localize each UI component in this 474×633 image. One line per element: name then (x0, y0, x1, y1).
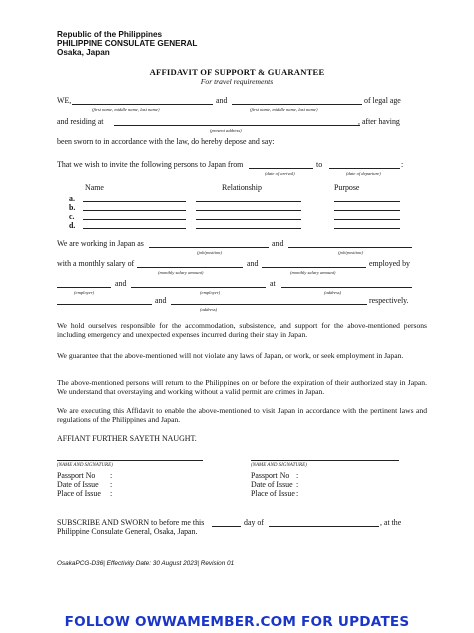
place-issue-label-right: Place of Issue (251, 489, 295, 498)
and-label: and (216, 96, 228, 105)
working-and-label: and (272, 239, 284, 248)
sworn-statement: been sworn to in accordance with the law, do hereby depose and say: (57, 137, 275, 146)
row-label-d: d. (69, 221, 76, 230)
row-b-name-line[interactable] (83, 210, 186, 211)
place-issue-colon-left: : (110, 489, 113, 498)
respectively-label: respectively. (369, 296, 409, 305)
paragraph-purpose: We are executing this Affidavit to enable the above-mentioned to visit Japan in accordance with the pertinent laws and regulations of the Philippines and Japan. (57, 406, 427, 425)
row-label-c: c. (69, 212, 75, 221)
we-label: WE, (57, 96, 72, 105)
paragraph-guarantee: We guarantee that the above-mentioned will not violate any laws of Japan, or work, or seek employment in Japan. (57, 351, 404, 360)
caption-salary-2: (monthly salary amount) (290, 270, 336, 275)
sworn-day-line[interactable] (212, 526, 241, 527)
header-consulate: PHILIPPINE CONSULATE GENERAL (57, 39, 198, 48)
date-issue-label-left: Date of Issue (57, 480, 99, 489)
caption-address-1: (address) (324, 290, 342, 295)
row-d-name-line[interactable] (83, 228, 186, 229)
sworn-text-part1: SUBSCRIBE AND SWORN to before me this (57, 518, 205, 527)
promo-banner: FOLLOW OWWAMEMBER.COM FOR UPDATES (64, 614, 410, 630)
sworn-text-part3: , at the (380, 518, 402, 527)
invite-colon: : (401, 160, 404, 169)
signature-line-left[interactable] (57, 460, 203, 461)
column-header-relationship: Relationship (222, 183, 262, 192)
paragraph-responsibility: We hold ourselves responsible for the accommodation, subsistence, and support for the above-mentioned persons including emergency and unexpected expenses incurred during their stay in Japan. (57, 321, 427, 340)
row-c-purpose-line[interactable] (334, 219, 400, 220)
place-issue-label-left: Place of Issue (57, 489, 101, 498)
column-header-name: Name (85, 183, 104, 192)
legal-age-label: of legal age (364, 96, 401, 105)
sworn-month-year-line[interactable] (269, 526, 379, 527)
caption-name-1: (first name, middle name, last name) (92, 107, 160, 112)
invite-statement: That we wish to invite the following persons to Japan from (57, 160, 244, 169)
date-issue-colon-left: : (110, 480, 113, 489)
caption-departure: (date of departure) (346, 171, 381, 176)
employer-and-label: and (115, 279, 127, 288)
second-affiant-name-line[interactable] (232, 104, 362, 105)
signature-caption-left: (NAME AND SIGNATURE) (57, 463, 113, 468)
signature-line-right[interactable] (251, 460, 399, 461)
present-address-line[interactable] (114, 125, 360, 126)
at-label: at (270, 279, 276, 288)
row-b-relationship-line[interactable] (196, 210, 301, 211)
signature-caption-right: (NAME AND SIGNATURE) (251, 463, 307, 468)
departure-date-line[interactable] (329, 168, 400, 169)
paragraph-return: The above-mentioned persons will return to the Philippines on or before the expiration of their authorized stay in Japan. We understand that overstaying and working without a valid permit are crimes in Japan. (57, 378, 427, 397)
sworn-text-part2: day of (244, 518, 264, 527)
row-c-relationship-line[interactable] (196, 219, 301, 220)
employer-2-line[interactable] (131, 287, 266, 288)
date-issue-colon-right: : (296, 480, 299, 489)
document-subtitle: For travel requirements (200, 77, 274, 86)
caption-position-1: (job/position) (197, 250, 223, 255)
place-issue-colon-right: : (296, 489, 299, 498)
row-b-purpose-line[interactable] (334, 210, 400, 211)
working-label: We are working in Japan as (57, 239, 144, 248)
row-d-relationship-line[interactable] (196, 228, 301, 229)
caption-employer-1: (employer) (74, 290, 95, 295)
arrival-date-line[interactable] (249, 168, 313, 169)
caption-name-2: (first name, middle name, last name) (250, 107, 318, 112)
address-and-label: and (155, 296, 167, 305)
residing-label: and residing at (57, 117, 104, 126)
caption-position-2: (job/position) (338, 250, 364, 255)
column-header-purpose: Purpose (334, 183, 360, 192)
caption-address-2: (address) (200, 307, 218, 312)
sworn-location: Philippine Consulate General, Osaka, Japan. (57, 527, 198, 536)
passport-label-left: Passport No (57, 471, 96, 480)
salary-and-label: and (247, 259, 259, 268)
employer-address-1-line[interactable] (281, 287, 412, 288)
row-a-purpose-line[interactable] (334, 201, 400, 202)
employed-by-label: employed by (369, 259, 410, 268)
employer-address-2-line[interactable] (57, 304, 152, 305)
salary-label: with a monthly salary of (57, 259, 135, 268)
caption-employer-2: (employer) (200, 290, 221, 295)
job-position-2-line[interactable] (288, 247, 412, 248)
row-c-name-line[interactable] (83, 219, 186, 220)
caption-arrival: (date of arrival) (265, 171, 295, 176)
header-location: Osaka, Japan (57, 48, 110, 57)
employer-1-line[interactable] (57, 287, 111, 288)
row-a-name-line[interactable] (83, 201, 186, 202)
row-label-b: b. (69, 203, 76, 212)
job-position-1-line[interactable] (149, 247, 269, 248)
affiant-statement: AFFIANT FURTHER SAYETH NAUGHT. (57, 434, 197, 443)
form-code-footer: OsakaPCG-D36| Effectivity Date: 30 August 2023| Revision 01 (57, 560, 235, 567)
row-label-a: a. (69, 194, 75, 203)
first-affiant-name-line[interactable] (72, 104, 213, 105)
document-title: AFFIDAVIT OF SUPPORT & GUARANTEE (149, 67, 325, 77)
row-d-purpose-line[interactable] (334, 228, 400, 229)
passport-colon-right: : (296, 471, 299, 480)
date-issue-label-right: Date of Issue (251, 480, 293, 489)
monthly-salary-2-line[interactable] (262, 267, 366, 268)
employer-address-3-line[interactable] (171, 304, 367, 305)
caption-salary-1: (monthly salary amount) (158, 270, 204, 275)
header-republic: Republic of the Philippines (57, 30, 163, 39)
monthly-salary-1-line[interactable] (137, 267, 243, 268)
to-label: to (316, 160, 323, 169)
after-having-label: , after having (358, 117, 400, 126)
passport-colon-left: : (110, 471, 113, 480)
row-a-relationship-line[interactable] (196, 201, 301, 202)
caption-present-address: (present address) (210, 128, 242, 133)
passport-label-right: Passport No (251, 471, 290, 480)
